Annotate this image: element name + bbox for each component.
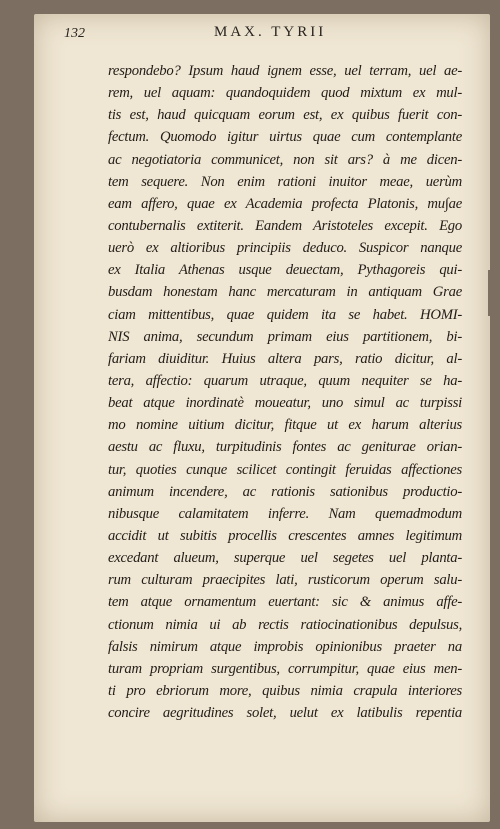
text-line: concire aegritudines solet, uelut ex latibulis repentia [108, 705, 462, 722]
text-line: tera, affectio: quarum utraque, quum nequiter se ha- [108, 372, 462, 389]
text-line: mo nomine uitium dicitur, fitque ut ex harum alterius [108, 417, 462, 434]
text-line: excedant alueum, superque uel segetes uel planta- [108, 550, 462, 567]
text-line: ti pro ebriorum more, quibus nimia crapula interiores [108, 682, 462, 699]
text-line: busdam honestam hanc mercaturam in antiquam Grae [108, 284, 462, 301]
text-line: fariam diuiditur. Huius altera pars, ratio dicitur, al- [108, 350, 462, 367]
text-line: falsis nimirum atque improbis opinionibus praeter na [108, 638, 462, 655]
text-line: respondebo? Ipsum haud ignem esse, uel terram, uel ae- [108, 63, 462, 79]
text-line: turam propriam surgentibus, corrumpitur, quae eius men- [108, 660, 462, 677]
text-line: contubernalis extiterit. Eandem Aristoteles excepit. Ego [108, 217, 462, 234]
text-line: tem atque ornamentum euertant: sic & animus affe- [108, 594, 462, 611]
text-line: rum culturam praecipites lati, rusticorum operum salu- [108, 572, 462, 589]
body-text [108, 60, 462, 724]
running-head: MAX. TYRII [214, 24, 327, 40]
text-line: ex Italia Athenas usque deuectam, Pythagoreis qui- [108, 262, 462, 279]
text-line: NIS anima, secundum primam eius partitionem, bi- [108, 328, 462, 345]
text-line: tem sequere. Non enim rationi inuitor meae, uerùm [108, 173, 462, 190]
text-line: nibusque calamitatem inferre. Nam quemadmodum [108, 505, 462, 522]
text-line: fectum. Quomodo igitur uirtus quae cum contemplante [108, 129, 462, 146]
text-line: ciam mittentibus, quae quidem ita se habet. HOMI- [108, 306, 462, 323]
text-line: aestu ac fluxu, turpitudinis fontes ac geniturae orian- [108, 439, 462, 456]
page-number: 132 [64, 26, 85, 41]
text-line: tis est, haud quicquam eorum est, ex quibus fuerit con- [108, 107, 462, 124]
text-line: tur, quoties cunque scilicet contingit feruidas affectiones [108, 461, 462, 478]
text-line: ac negotiatoria communicet, non sit ars? à me dicen- [108, 151, 462, 168]
page-header [64, 22, 384, 46]
text-line: ctionum nimia ui ab rectis ratiocinationibus depulsus, [108, 616, 462, 633]
text-line: uerò ex altioribus principiis deduco. Suspicor nanque [108, 240, 462, 257]
text-line: animum incendere, ac rationis sationibus productio- [108, 483, 462, 500]
text-line: accidit ut subitis procellis crescentes amnes legitimum [108, 527, 462, 544]
text-line: beat atque inordinatè moueatur, uno simul ac turpissi [108, 395, 462, 412]
text-line: rem, uel aquam: quandoquidem quod mixtum ex mul- [108, 85, 462, 102]
text-line: eam affero, quae ex Academia profecta Platonis, mu∫ae [108, 195, 462, 212]
margin-ink-mark [488, 270, 490, 316]
